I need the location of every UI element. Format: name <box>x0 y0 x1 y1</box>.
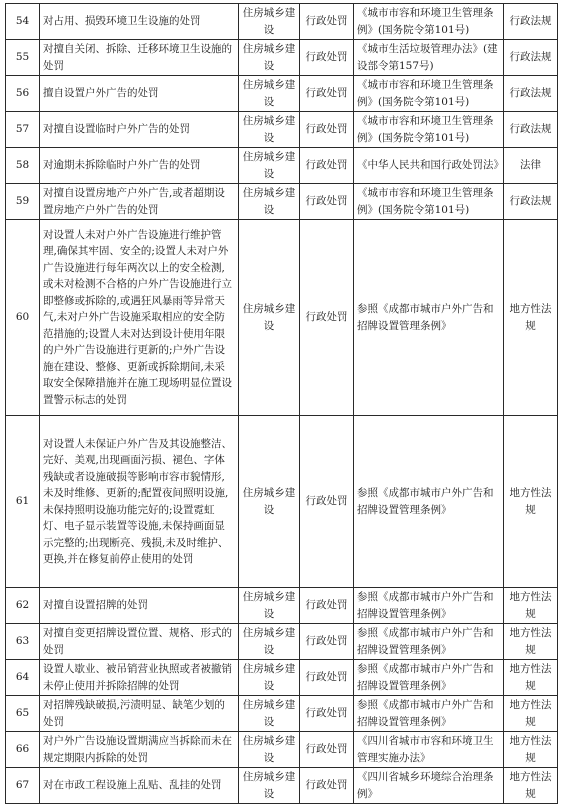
table-row <box>6 588 558 624</box>
row-number-cell: 63 <box>6 624 40 660</box>
table-row <box>6 40 558 76</box>
table-row <box>6 624 558 660</box>
law-level-cell: 地方性法规 <box>504 624 558 660</box>
penalty-item-cell: 对占用、损毁环境卫生设施的处罚 <box>40 4 239 40</box>
action-type-cell: 行政处罚 <box>300 696 354 732</box>
table-row <box>6 112 558 148</box>
table-row <box>6 696 558 732</box>
penalty-item-cell: 对擅自设置临时户外广告的处罚 <box>40 112 239 148</box>
row-number-cell: 54 <box>6 4 40 40</box>
row-number-cell: 58 <box>6 148 40 184</box>
law-level-cell: 地方性法规 <box>504 220 558 416</box>
row-number-cell: 57 <box>6 112 40 148</box>
penalty-item-cell: 对擅自变更招牌设置位置、规格、形式的处罚 <box>40 624 239 660</box>
law-level-cell: 地方性法规 <box>504 660 558 696</box>
department-cell: 住房城乡建设 <box>239 4 300 40</box>
table-row <box>6 76 558 112</box>
legal-basis-cell: 参照《成都市城市户外广告和招牌设置管理条例》 <box>354 416 504 588</box>
penalty-item-cell: 对设置人未对户外广告设施进行维护管理,确保其牢固、安全的;设置人未对户外广告设施进行每年两次以上的安全检测,或未对检测不合格的户外广告设施进行立即整修或拆除的,或遇狂风暴雨等异常天气,未对户外广告设施采取相应的安全防范措施的;设置人未对达到设计使用年限的户外广告设施进行更新的;户外广告设施在建设、整修、更新或拆除期间,未采取安全保障措施并在施工现场明显位置设置警示标志的处罚 <box>40 220 239 416</box>
department-cell: 住房城乡建设 <box>239 184 300 220</box>
action-type-cell: 行政处罚 <box>300 148 354 184</box>
department-cell: 住房城乡建设 <box>239 696 300 732</box>
legal-basis-cell: 《城市市容和环境卫生管理条例》(国务院令第101号) <box>354 184 504 220</box>
penalty-item-cell: 对擅自设置房地产户外广告,或者超期设置房地产户外广告的处罚 <box>40 184 239 220</box>
row-number-cell: 64 <box>6 660 40 696</box>
table-row <box>6 220 558 416</box>
law-level-cell: 地方性法规 <box>504 416 558 588</box>
action-type-cell: 行政处罚 <box>300 4 354 40</box>
department-cell: 住房城乡建设 <box>239 416 300 588</box>
table-row <box>6 184 558 220</box>
row-number-cell: 65 <box>6 696 40 732</box>
law-level-cell: 地方性法规 <box>504 696 558 732</box>
law-level-cell: 行政法规 <box>504 4 558 40</box>
law-level-cell: 地方性法规 <box>504 768 558 804</box>
table-row <box>6 4 558 40</box>
action-type-cell: 行政处罚 <box>300 732 354 768</box>
row-number-cell: 59 <box>6 184 40 220</box>
law-level-cell: 地方性法规 <box>504 588 558 624</box>
department-cell: 住房城乡建设 <box>239 148 300 184</box>
row-number-cell: 67 <box>6 768 40 804</box>
action-type-cell: 行政处罚 <box>300 624 354 660</box>
table-body <box>6 4 558 804</box>
law-level-cell: 行政法规 <box>504 112 558 148</box>
department-cell: 住房城乡建设 <box>239 112 300 148</box>
legal-basis-cell: 参照《成都市城市户外广告和招牌设置管理条例》 <box>354 220 504 416</box>
action-type-cell: 行政处罚 <box>300 768 354 804</box>
department-cell: 住房城乡建设 <box>239 40 300 76</box>
row-number-cell: 62 <box>6 588 40 624</box>
legal-basis-cell: 《中华人民共和国行政处罚法》 <box>354 148 504 184</box>
law-level-cell: 地方性法规 <box>504 732 558 768</box>
penalty-item-cell: 对逾期未拆除临时户外广告的处罚 <box>40 148 239 184</box>
legal-basis-cell: 参照《成都市城市户外广告和招牌设置管理条例》 <box>354 696 504 732</box>
row-number-cell: 56 <box>6 76 40 112</box>
legal-basis-cell: 《城市市容和环境卫生管理条例》(国务院令第101号) <box>354 112 504 148</box>
law-level-cell: 行政法规 <box>504 184 558 220</box>
legal-basis-cell: 参照《成都市城市户外广告和招牌设置管理条例》 <box>354 624 504 660</box>
department-cell: 住房城乡建设 <box>239 660 300 696</box>
penalty-item-cell: 设置人歇业、被吊销营业执照或者被撤销未停止使用并拆除招牌的处罚 <box>40 660 239 696</box>
table-row <box>6 768 558 804</box>
table-row <box>6 148 558 184</box>
action-type-cell: 行政处罚 <box>300 416 354 588</box>
department-cell: 住房城乡建设 <box>239 588 300 624</box>
legal-basis-cell: 《四川省城乡环境综合治理条例》 <box>354 768 504 804</box>
legal-basis-cell: 《城市生活垃圾管理办法》(建设部令第157号) <box>354 40 504 76</box>
legal-basis-cell: 《四川省城市市容和环境卫生管理实施办法》 <box>354 732 504 768</box>
legal-basis-cell: 《城市市容和环境卫生管理条例》(国务院令第101号) <box>354 4 504 40</box>
department-cell: 住房城乡建设 <box>239 76 300 112</box>
penalty-item-cell: 对设置人未保证户外广告及其设施整洁、完好、美观,出现画面污损、褪色、字体残缺或者设施破损等影响市容市貌情形,未及时维修、更新的;配置夜间照明设施,未保持照明设施功能完好的;设置霓虹灯、电子显示装置等设施,未保持画面显示完整的;出现断亮、残损,未及时维护、更换,并在修复前停止使用的处罚 <box>40 416 239 588</box>
penalty-item-cell: 对户外广告设施设置期满应当拆除而未在规定期限内拆除的处罚 <box>40 732 239 768</box>
law-level-cell: 行政法规 <box>504 40 558 76</box>
table-row <box>6 416 558 588</box>
row-number-cell: 55 <box>6 40 40 76</box>
action-type-cell: 行政处罚 <box>300 588 354 624</box>
action-type-cell: 行政处罚 <box>300 184 354 220</box>
table-row <box>6 732 558 768</box>
penalty-table <box>5 3 558 804</box>
row-number-cell: 66 <box>6 732 40 768</box>
department-cell: 住房城乡建设 <box>239 624 300 660</box>
law-level-cell: 行政法规 <box>504 76 558 112</box>
legal-basis-cell: 《城市市容和环境卫生管理条例》(国务院令第101号) <box>354 76 504 112</box>
law-level-cell: 法律 <box>504 148 558 184</box>
action-type-cell: 行政处罚 <box>300 220 354 416</box>
action-type-cell: 行政处罚 <box>300 112 354 148</box>
penalty-item-cell: 擅自设置户外广告的处罚 <box>40 76 239 112</box>
table-row <box>6 660 558 696</box>
action-type-cell: 行政处罚 <box>300 40 354 76</box>
penalty-item-cell: 对招牌残缺破损,污渍明显、缺笔少划的处罚 <box>40 696 239 732</box>
department-cell: 住房城乡建设 <box>239 220 300 416</box>
action-type-cell: 行政处罚 <box>300 76 354 112</box>
action-type-cell: 行政处罚 <box>300 660 354 696</box>
department-cell: 住房城乡建设 <box>239 768 300 804</box>
legal-basis-cell: 参照《成都市城市户外广告和招牌设置管理条例》 <box>354 660 504 696</box>
legal-basis-cell: 参照《成都市城市户外广告和招牌设置管理条例》 <box>354 588 504 624</box>
department-cell: 住房城乡建设 <box>239 732 300 768</box>
row-number-cell: 60 <box>6 220 40 416</box>
penalty-item-cell: 对在市政工程设施上乱贴、乱挂的处罚 <box>40 768 239 804</box>
row-number-cell: 61 <box>6 416 40 588</box>
penalty-item-cell: 对擅自关闭、拆除、迁移环境卫生设施的处罚 <box>40 40 239 76</box>
penalty-item-cell: 对擅自设置招牌的处罚 <box>40 588 239 624</box>
